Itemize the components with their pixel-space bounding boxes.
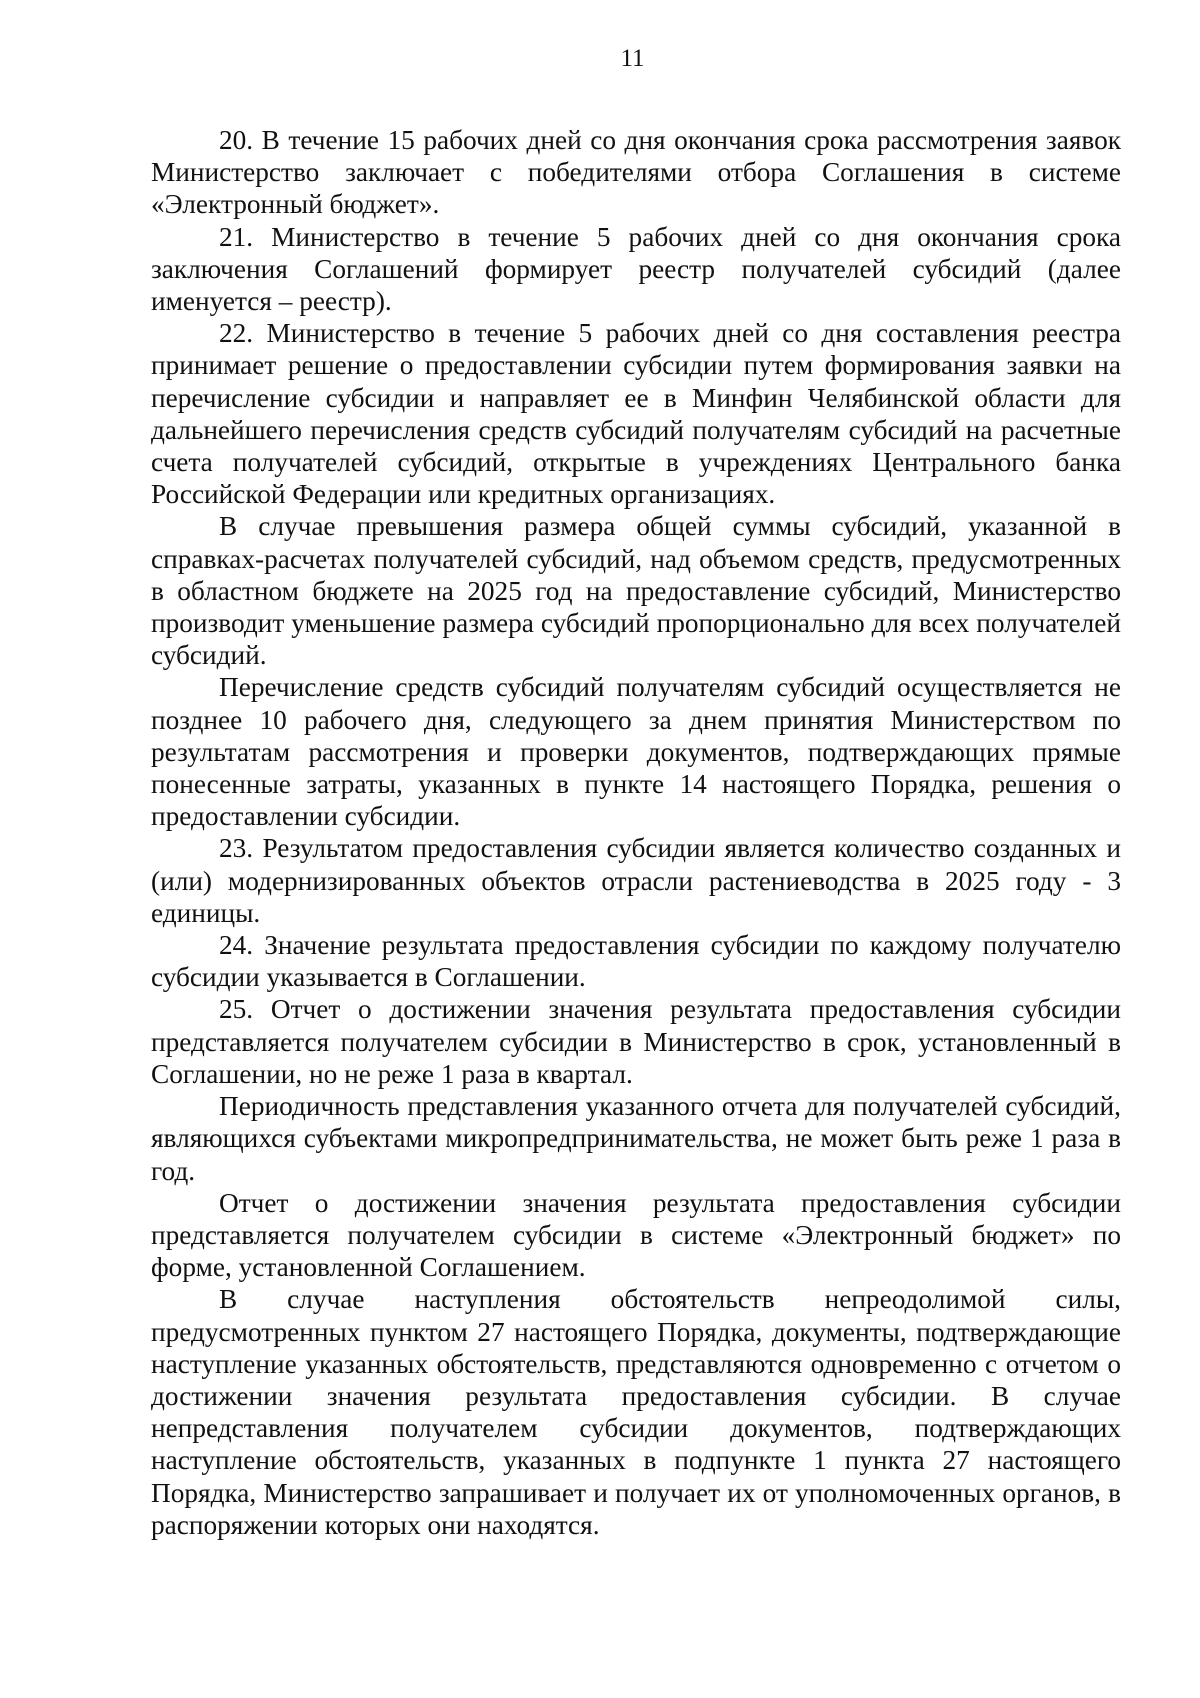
paragraph-25-periodicity: Периодичность представления указанного отчета для получателей субсидий, являющихся субъектами микропредпринимательства, не может быть реже 1 раза в год. [151, 1091, 1121, 1186]
paragraph-25-report-form: Отчет о достижении значения результата предоставления субсидии представляется получателем субсидии в системе «Электронный бюджет» по форме, установленной Соглашением. [151, 1187, 1121, 1283]
paragraph-22-transfer: Перечисление средств субсидий получателям субсидий осуществляется не позднее 10 рабочего дня, следующего за днем принятия Министерством по результатам рассмотрения и проверки документов, подтверждающих прямые понесенные затраты, указанных в пункте 14 настоящего Порядка, решения о предоставлении субсидии. [151, 672, 1121, 832]
page-number: 11 [620, 45, 645, 72]
paragraph-20: 20. В течение 15 рабочих дней со дня окончания срока рассмотрения заявок Министерство заключает с победителями отбора Соглашения в системе «Электронный бюджет». [151, 125, 1121, 220]
document-body [151, 124, 1121, 1541]
paragraph-25-force-majeure: В случае наступления обстоятельств непреодолимой силы, предусмотренных пунктом 27 настоящего Порядка, документы, подтверждающие наступление указанных обстоятельств, представляются одновременно с отчетом о достижении значения результата предоставления субсидии. В случае непредставления получателем субсидии документов, подтверждающих наступление обстоятельств, указанных в подпункте 1 пункта 27 настоящего Порядка, Министерство запрашивает и получает их от уполномоченных органов, в распоряжении которых они находятся. [151, 1284, 1121, 1540]
paragraph-21: 21. Министерство в течение 5 рабочих дней со дня окончания срока заключения Соглашений формирует реестр получателей субсидий (далее именуется – реестр). [151, 221, 1121, 317]
paragraph-23: 23. Результатом предоставления субсидии является количество созданных и (или) модернизированных объектов отрасли растениеводства в 2025 году - 3 единицы. [151, 833, 1121, 928]
paragraph-24: 24. Значение результата предоставления субсидии по каждому получателю субсидии указывается в Соглашении. [151, 930, 1121, 993]
paragraph-22: 22. Министерство в течение 5 рабочих дней со дня составления реестра принимает решение о предоставлении субсидии путем формирования заявки на перечисление субсидии и направляет ее в Минфин Челябинской области для дальнейшего перечисления средств субсидий получателям субсидий на расчетные счета получателей субсидий, открытые в учреждениях Центрального банка Российской Федерации или кредитных организациях. [151, 318, 1121, 510]
paragraph-22-excess: В случае превышения размера общей суммы субсидий, указанной в справках-расчетах получателей субсидий, над объемом средств, предусмотренных в областном бюджете на 2025 год на предоставление субсидий, Министерство производит уменьшение размера субсидий пропорционально для всех получателей субсидий. [151, 511, 1121, 671]
paragraph-25: 25. Отчет о достижении значения результата предоставления субсидии представляется получателем субсидии в Министерство в срок, установленный в Соглашении, но не реже 1 раза в квартал. [151, 994, 1121, 1089]
